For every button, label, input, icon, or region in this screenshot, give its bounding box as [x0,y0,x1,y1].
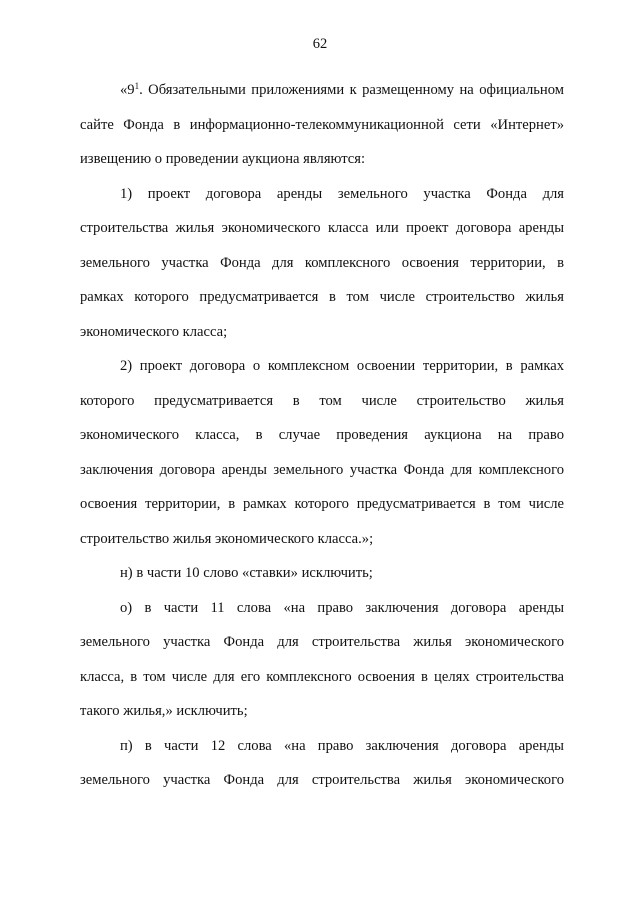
line-text: такого жилья,» исключить; [80,703,248,719]
line-text: п) в части 12 слова «на право заключения договора аренды [120,737,564,754]
line-text: земельного участка Фонда для строительства жилья экономического [80,772,564,788]
line-text: 1) проект договора аренды земельного участка Фонда для [120,185,564,202]
paragraph-first-line [80,556,564,591]
paragraph-line [80,763,564,798]
paragraph-line [80,694,564,729]
paragraph-line [80,625,564,660]
paragraph-line [80,418,564,453]
line-text: земельного участка Фонда для строительства жилья экономического [80,634,564,650]
line-text: извещению о проведении аукциона являются: [80,151,366,167]
line-text: строительства жилья экономического класса или проект договора аренды [80,220,564,236]
line-text: экономического класса; [80,323,228,340]
line-text: 2) проект договора о комплексном освоении территории, в рамках [120,358,564,374]
paragraph-line [80,487,564,522]
document-body [80,73,564,798]
paragraph-line [80,453,564,488]
paragraph-line [80,660,564,695]
line-text: класса, в том числе для его комплексного освоения в целях строительства [80,668,564,685]
paragraph-first-line [80,591,564,626]
paragraph-line [80,211,564,246]
item-number: «9 [120,82,135,98]
paragraph-line [80,315,564,350]
page-number: 62 [312,36,328,52]
superscript: 1 [134,81,140,91]
line-text: н) в части 10 слово «ставки» исключить; [120,565,373,581]
line-text: земельного участка Фонда для комплексного освоения территории, в [80,254,564,271]
line-text: экономического класса, в случае проведения аукциона на право [80,427,564,443]
line-text: строительство жилья экономического класса.»; [80,530,374,547]
paragraph-first-line [80,349,564,384]
paragraph-first-line [80,729,564,764]
paragraph-first-line [80,177,564,212]
line-text: заключения договора аренды земельного участка Фонда для комплексного [80,461,564,478]
line-text: о) в части 11 слова «на право заключения договора аренды [120,599,564,616]
line-text: рамках которого предусматривается в том числе строительство жилья [80,289,564,305]
paragraph-line [80,280,564,315]
line-text: которого предусматривается в том числе строительство жилья [80,392,564,409]
paragraph-line [80,384,564,419]
paragraph-line [80,522,564,557]
line-text: освоения территории, в рамках которого предусматривается в том числе [80,496,564,512]
line-text: . Обязательными приложениями к размещенному на официальном [139,82,564,98]
paragraph-line [80,246,564,281]
paragraph-line [80,108,564,143]
paragraph-line [80,142,564,177]
paragraph-first-line [80,73,564,108]
line-text: сайте Фонда в информационно-телекоммуникационной сети «Интернет» [80,116,564,133]
